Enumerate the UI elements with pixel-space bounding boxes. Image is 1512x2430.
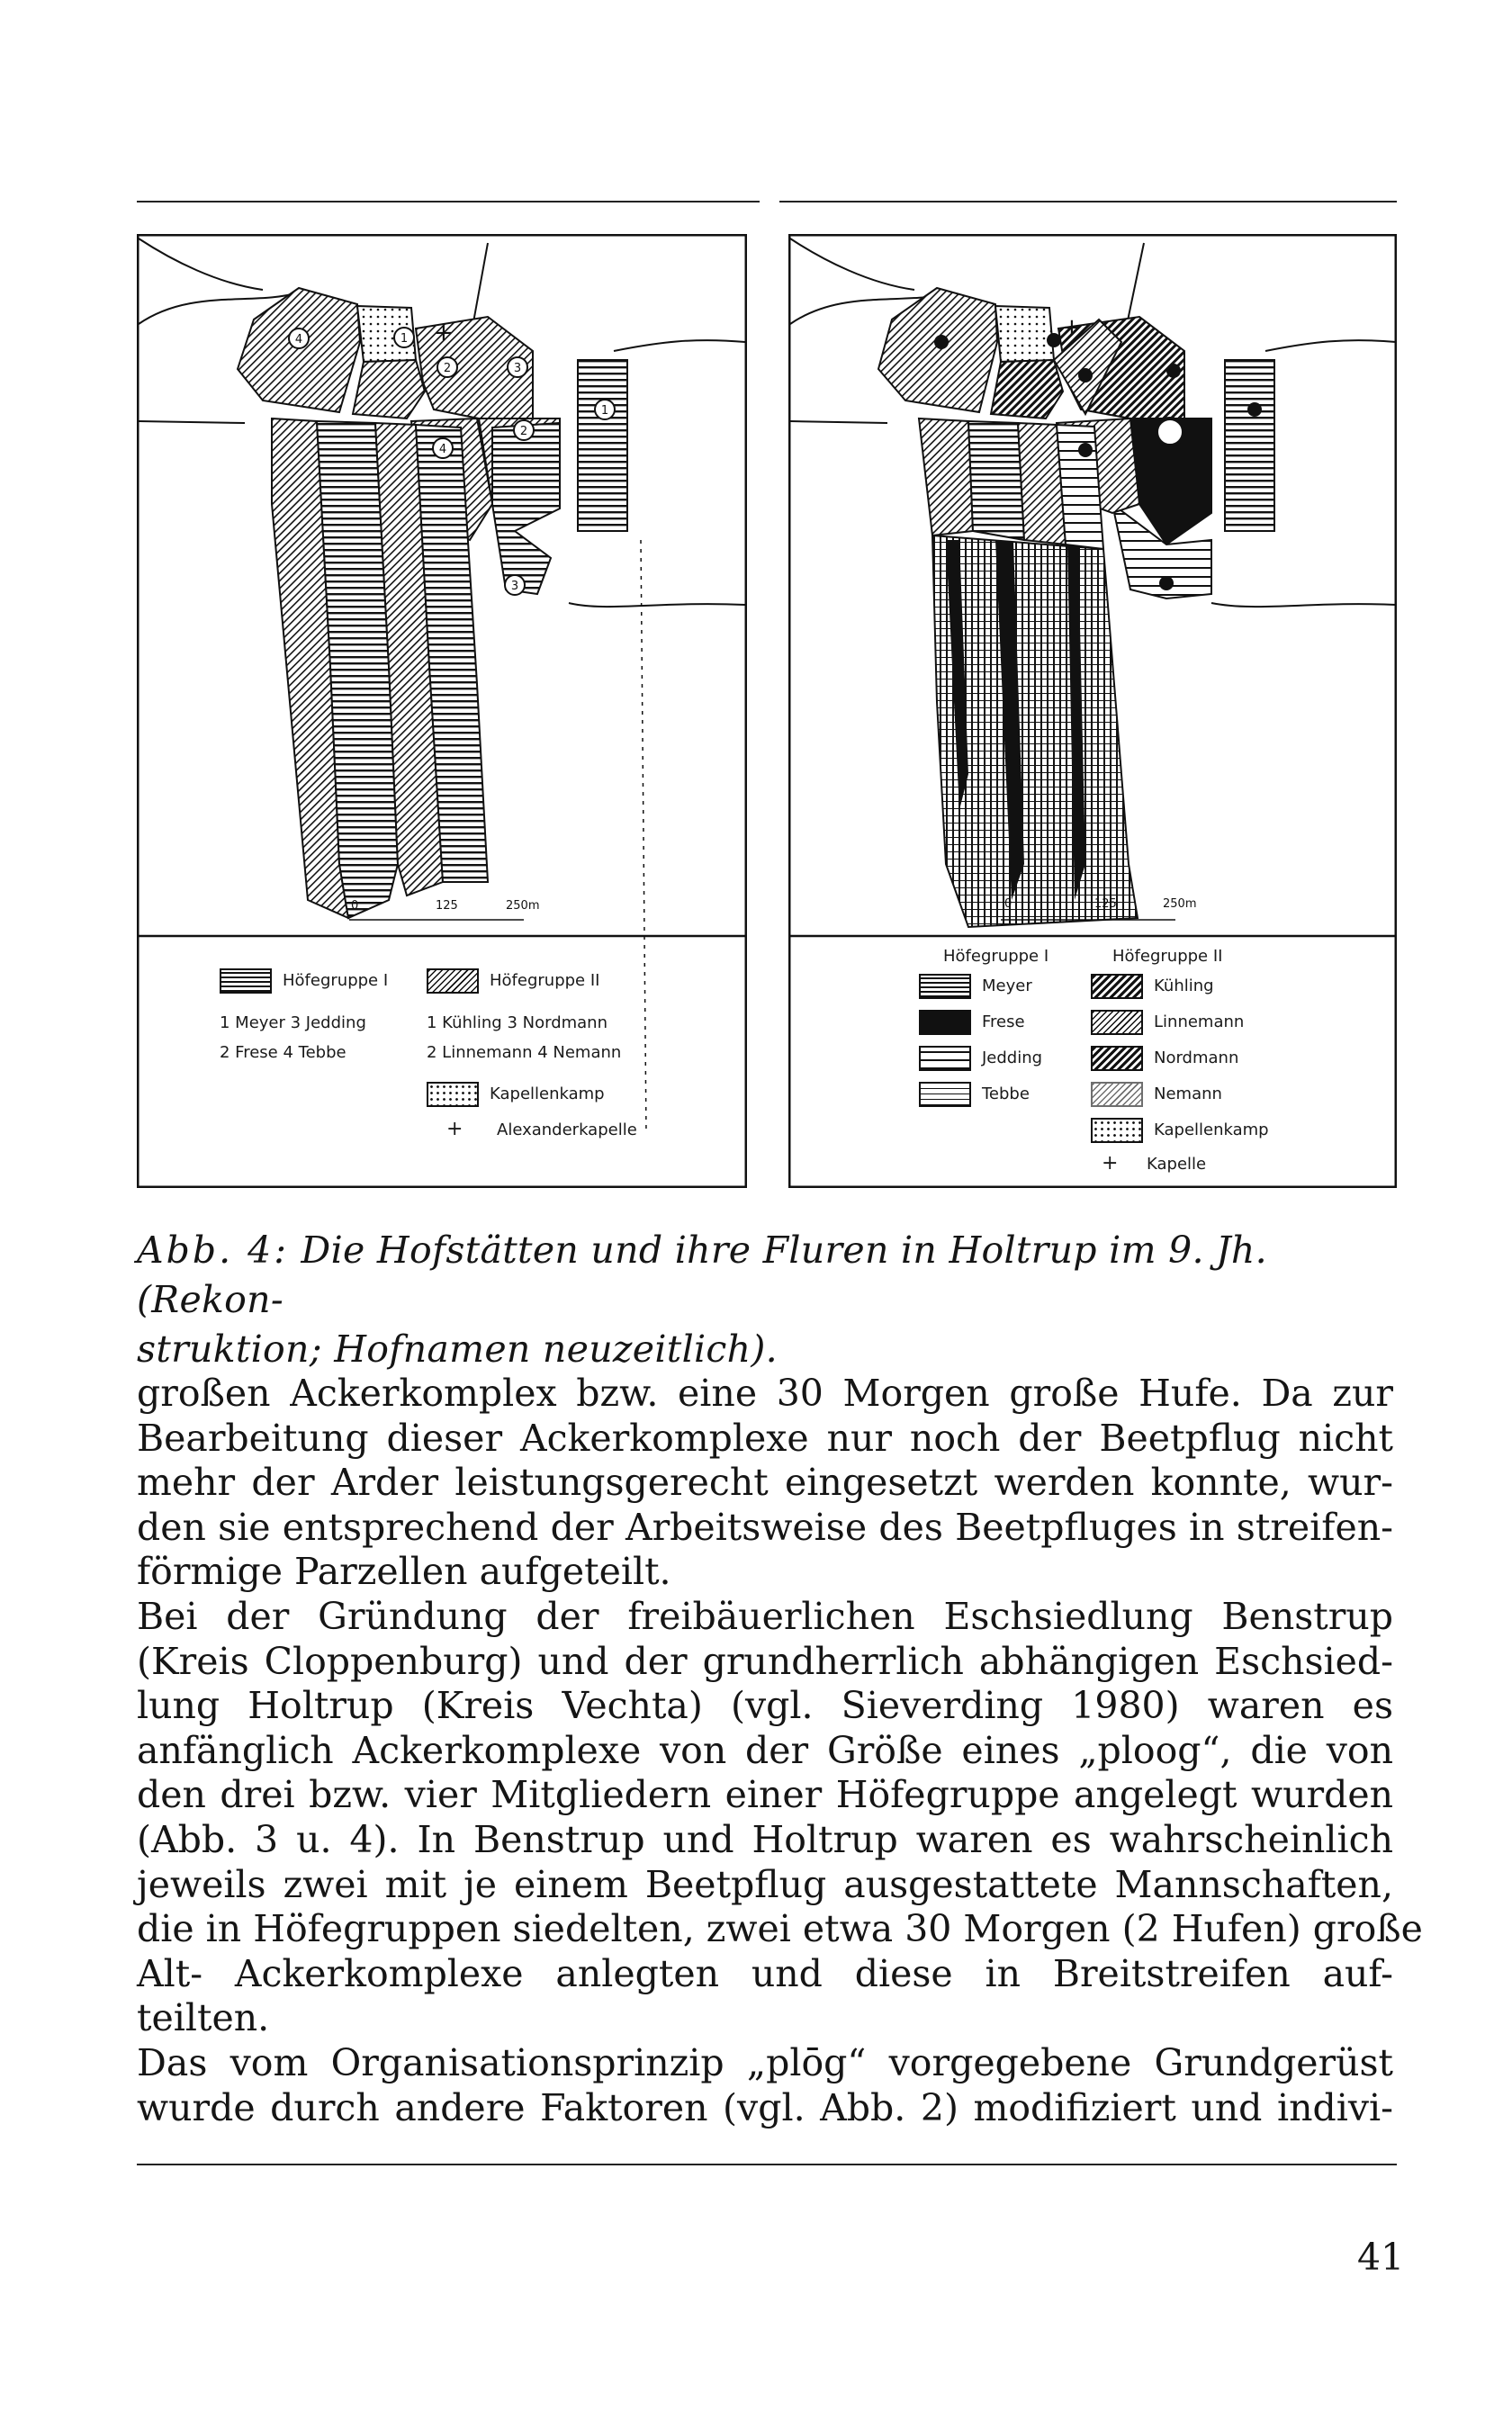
legend-g2 <box>427 968 599 994</box>
map-num: 2 <box>519 425 528 438</box>
legend-g1-row1: 1 Meyer 3 Jedding <box>220 1013 366 1032</box>
legend-kapelle <box>446 1118 637 1140</box>
legend-kapellenkamp <box>1091 1118 1269 1143</box>
solid-swatch-icon <box>919 1010 971 1035</box>
legend-nemann <box>1091 1082 1222 1107</box>
legend-g1-title: Höfegruppe I <box>943 947 1049 966</box>
body-line: mehr der Arder leistungsgerecht eingesetzt werden konnte, wur- <box>137 1461 1393 1505</box>
dotted-swatch-icon <box>427 1082 479 1107</box>
body-line: anfänglich Ackerkomplexe von der Größe eines „ploog“, die von <box>137 1728 1393 1772</box>
wide-hatch-swatch-icon <box>919 1046 971 1071</box>
body-line: die in Höfegruppen siedelten, zwei etwa 30 Morgen (2 Hufen) große <box>137 1907 1423 1951</box>
fine-hatch-swatch-icon <box>919 1082 971 1107</box>
body-line: den drei bzw. vier Mitgliedern einer Höfegruppe angelegt wurden <box>137 1773 1393 1817</box>
cross-icon: + <box>446 1118 464 1140</box>
diagonal-hatch-swatch-icon <box>1091 1046 1143 1071</box>
dense-diagonal-swatch-icon <box>1091 974 1143 999</box>
caption-label: Abb. 4: <box>137 1228 290 1272</box>
body-line: (Kreis Cloppenburg) und der grundherrlich abhängigen Eschsied- <box>137 1639 1393 1683</box>
body-line: teilten. <box>137 1996 270 2040</box>
legend-jedding-label: Jedding <box>982 1048 1043 1067</box>
legend-linnemann <box>1091 1010 1244 1035</box>
legend-frese-label: Frese <box>982 1012 1025 1031</box>
horizontal-hatch-swatch-icon <box>919 974 971 999</box>
legend-kapelle <box>1102 1152 1206 1174</box>
scale-end: 250m <box>1163 897 1197 911</box>
body-line: Bearbeitung dieser Ackerkomplexe nur noch der Beetpflug nicht <box>137 1416 1393 1460</box>
legend-tebbe-label: Tebbe <box>982 1084 1030 1103</box>
body-line: (Abb. 3 u. 4). In Benstrup und Holtrup waren es wahrscheinlich <box>137 1817 1393 1861</box>
body-line: förmige Parzellen aufgeteilt. <box>137 1550 671 1594</box>
map-num: 4 <box>438 443 447 456</box>
legend-frese <box>919 1010 1025 1035</box>
legend-kapellenkamp-label: Kapellenkamp <box>1154 1120 1269 1139</box>
figure-caption <box>137 1226 1397 1374</box>
body-line: Das vom Organisationsprinzip „plōg“ vorgegebene Grundgerüst <box>137 2040 1393 2084</box>
legend-kapellenkamp <box>427 1082 605 1107</box>
body-line: jeweils zwei mit je einem Beetpflug ausgestattete Mannschaften, <box>137 1862 1393 1906</box>
light-diagonal-swatch-icon <box>1091 1082 1143 1107</box>
body-line: wurde durch andere Faktoren (vgl. Abb. 2) modifiziert und indivi- <box>137 2085 1393 2129</box>
dotted-swatch-icon <box>1091 1118 1143 1143</box>
top-rule-right <box>779 201 1397 202</box>
body-text <box>137 1372 1423 2130</box>
caption-line-2: struktion; Hofnamen neuzeitlich). <box>137 1328 778 1371</box>
scale-mid: 125 <box>436 899 458 913</box>
left-legend <box>137 936 747 1179</box>
diagonal-hatch-swatch-icon <box>427 968 479 994</box>
cross-icon: + <box>1102 1152 1119 1174</box>
scale-end: 250m <box>506 899 540 913</box>
right-legend <box>788 936 1397 1188</box>
scale-zero: 0 <box>351 899 359 913</box>
legend-meyer-label: Meyer <box>982 976 1032 995</box>
caption-text-1: Die Hofstätten und ihre Fluren in Holtrup im 9. Jh. (Rekon- <box>137 1228 1267 1321</box>
legend-kapelle-label: Kapelle <box>1147 1155 1207 1174</box>
legend-linnemann-label: Linnemann <box>1154 1012 1245 1031</box>
map-num: 1 <box>400 332 409 346</box>
chapel-cross-icon: + <box>434 320 454 346</box>
legend-g1-row2: 2 Frese 4 Tebbe <box>220 1043 346 1062</box>
legend-kuehling-label: Kühling <box>1154 976 1214 995</box>
map-num: 3 <box>513 362 522 375</box>
caption-line-1 <box>137 1226 1397 1325</box>
legend-g2-title: Höfegruppe II <box>1112 947 1223 966</box>
legend-g2-label: Höfegruppe II <box>490 971 600 990</box>
page-number: 41 <box>1357 2236 1405 2279</box>
body-line: den sie entsprechend der Arbeitsweise des Beetpfluges in streifen- <box>137 1505 1393 1549</box>
legend-kapelle-label: Alexanderkapelle <box>497 1120 637 1139</box>
legend-g1 <box>220 968 388 994</box>
body-line: Alt- Ackerkomplexe anlegten und diese in Breitstreifen auf- <box>137 1951 1393 1995</box>
map-num: 1 <box>600 404 609 418</box>
legend-nordmann <box>1091 1046 1238 1071</box>
body-line: lung Holtrup (Kreis Vechta) (vgl. Sieverding 1980) waren es <box>137 1684 1393 1728</box>
legend-meyer <box>919 974 1032 999</box>
legend-tebbe <box>919 1082 1030 1107</box>
legend-jedding <box>919 1046 1042 1071</box>
legend-kapellenkamp-label: Kapellenkamp <box>490 1084 605 1103</box>
diagonal-hatch-swatch-icon <box>1091 1010 1143 1035</box>
legend-kuehling <box>1091 974 1214 999</box>
legend-g2-row2: 2 Linnemann 4 Nemann <box>427 1043 622 1062</box>
horizontal-hatch-swatch-icon <box>220 968 272 994</box>
map-num: 4 <box>294 333 303 346</box>
legend-nemann-label: Nemann <box>1154 1084 1222 1103</box>
body-line: Bei der Gründung der freibäuerlichen Eschsiedlung Benstrup <box>137 1594 1393 1638</box>
legend-g2-row1: 1 Kühling 3 Nordmann <box>427 1013 608 1032</box>
legend-nordmann-label: Nordmann <box>1154 1048 1239 1067</box>
map-num: 2 <box>443 362 452 375</box>
body-line: großen Ackerkomplex bzw. eine 30 Morgen große Hufe. Da zur <box>137 1372 1393 1415</box>
top-rule-left <box>137 201 760 202</box>
chapel-cross-icon: + <box>1062 314 1082 341</box>
bottom-rule <box>137 2164 1397 2165</box>
scale-zero: 0 <box>1004 897 1012 911</box>
legend-g1-label: Höfegruppe I <box>283 971 389 990</box>
scale-mid: 125 <box>1094 897 1117 911</box>
map-num: 3 <box>510 580 519 593</box>
